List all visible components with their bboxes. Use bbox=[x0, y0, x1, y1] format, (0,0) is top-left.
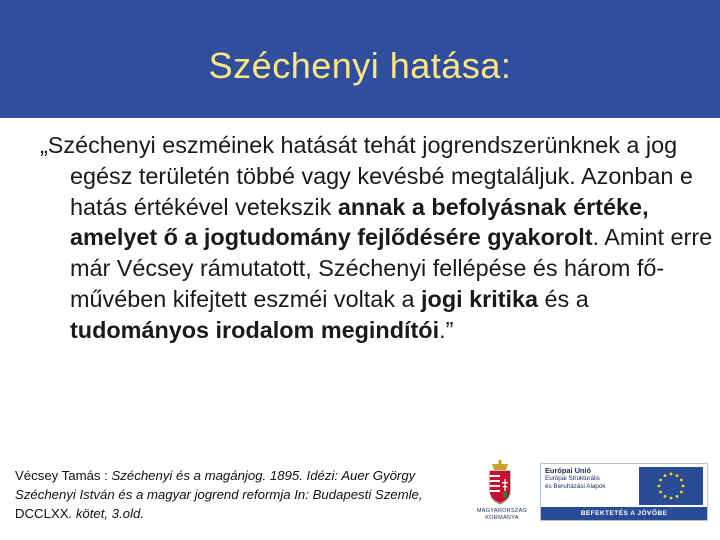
eu-star-icon bbox=[676, 495, 679, 498]
slide-title: Széchenyi hatása: bbox=[208, 45, 512, 86]
citation-segment: DCCLXX bbox=[15, 506, 69, 521]
eu-star-icon bbox=[670, 473, 673, 476]
eu-star-icon bbox=[682, 485, 685, 488]
eu-star-icon bbox=[670, 497, 673, 500]
eu-fund-line: Európai Strukturális bbox=[545, 475, 600, 483]
eu-star-icon bbox=[659, 479, 662, 482]
government-label bbox=[472, 508, 532, 521]
quote-segment-bold: tudományos irodalom megindítói bbox=[70, 316, 440, 343]
eu-flag-icon bbox=[639, 467, 703, 505]
eu-fund-line: és Beruházási Alapok bbox=[545, 483, 606, 491]
citation-segment: Vécsey Tamás : bbox=[15, 468, 112, 483]
eu-funding-logo bbox=[540, 463, 708, 521]
government-label-line: MAGYARORSZÁG bbox=[476, 508, 528, 514]
slide-header bbox=[0, 0, 720, 118]
citation-segment-italic: Széchenyi és a magánjog. 1895. Idézi: Auer György Széchenyi István és a magyar jogrend reformja In: Budapesti Szemle, bbox=[15, 468, 423, 502]
citation-text bbox=[15, 466, 455, 523]
eu-star-icon bbox=[664, 495, 667, 498]
quote-segment: .” bbox=[439, 316, 454, 343]
eu-star-icon bbox=[676, 474, 679, 477]
eu-star-icon bbox=[664, 474, 667, 477]
quote-segment-bold: annak a befolyásnak értéke, amelyet ő a jogtudomány fejlődésére gyakorolt bbox=[70, 193, 649, 251]
funding-logos bbox=[470, 460, 710, 526]
government-label-line: KORMÁNYA bbox=[485, 514, 519, 521]
quote-segment: „Széchenyi eszméinek hatását tehát jogrendszerünknek a jog egész területén többé vagy kevésbé megtaláljuk. Azonban e hatás értékével vetekszik bbox=[40, 132, 693, 220]
eu-title: Európai Unió bbox=[545, 466, 591, 475]
eu-star-icon bbox=[658, 485, 661, 488]
quote-segment: és a bbox=[538, 285, 589, 312]
eu-star-icon bbox=[659, 491, 662, 494]
citation-segment-italic: . kötet, 3.old. bbox=[68, 506, 145, 521]
eu-funding-text bbox=[545, 467, 619, 492]
eu-slogan-band: BEFEKTETÉS A JÖVŐBE bbox=[541, 507, 707, 520]
quote-segment-bold: jogi kritika bbox=[421, 285, 539, 312]
eu-star-icon bbox=[680, 491, 683, 494]
quote-text bbox=[40, 130, 720, 346]
quote-segment: . Amint erre már Vécsey rámutatott, Széchenyi fellépése és három fő-művében kifejtett eszméi voltak a bbox=[70, 224, 713, 312]
eu-star-icon bbox=[680, 479, 683, 482]
